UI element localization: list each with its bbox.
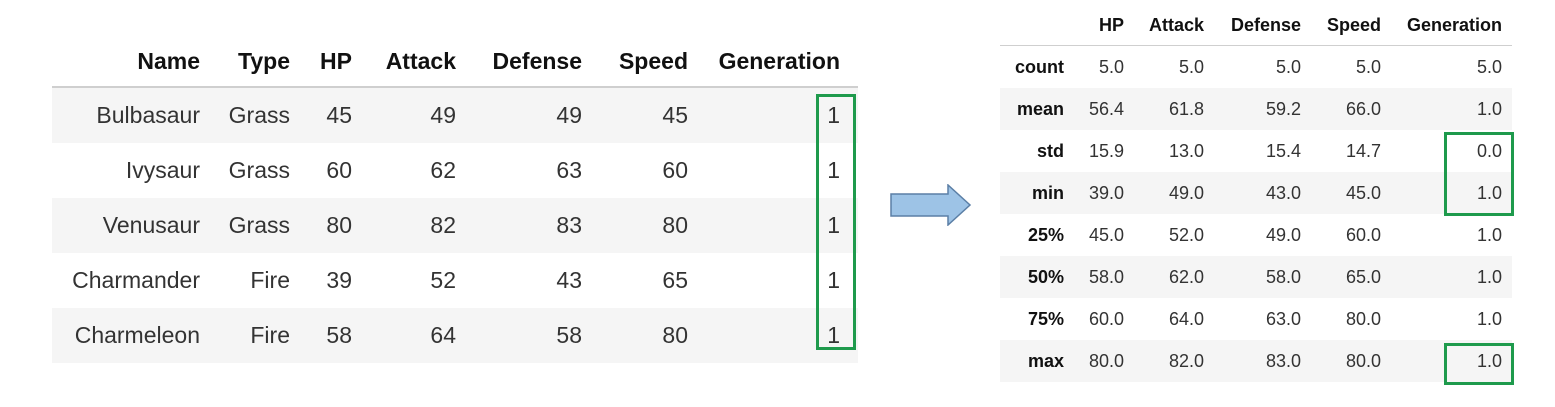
table-row [52, 88, 858, 143]
cell-speed: 65.0 [1345, 266, 1381, 287]
cell-defense: 43 [556, 267, 582, 293]
cell-generation: 0.0 [1476, 140, 1502, 161]
table-row [1000, 298, 1512, 340]
cell-speed: 80.0 [1345, 308, 1381, 329]
cell-generation: 1.0 [1476, 350, 1502, 371]
table-row [1000, 130, 1512, 172]
cell-speed: 80 [662, 322, 688, 348]
cell-defense: 63.0 [1265, 308, 1301, 329]
cell-name: Bulbasaur [96, 102, 200, 128]
cell-name: Charmeleon [74, 322, 200, 348]
cell-attack: 82.0 [1168, 350, 1204, 371]
cell-attack: 52.0 [1168, 224, 1204, 245]
cell-hp: 39.0 [1088, 182, 1124, 203]
table-header-row [52, 36, 858, 88]
cell-speed: 5.0 [1355, 56, 1381, 77]
right-arrow-icon [890, 184, 972, 226]
table-row [52, 308, 858, 363]
cell-hp: 45 [326, 102, 352, 128]
row-index: 25% [1027, 224, 1064, 245]
cell-attack: 52 [430, 267, 456, 293]
column-header-type: Type [238, 47, 290, 74]
column-header-attack: Attack [1148, 14, 1204, 35]
cell-generation: 1.0 [1476, 182, 1502, 203]
cell-generation: 1.0 [1476, 98, 1502, 119]
cell-defense: 15.4 [1265, 140, 1301, 161]
column-header-hp: HP [320, 47, 352, 74]
cell-defense: 59.2 [1265, 98, 1301, 119]
row-index: max [1027, 350, 1064, 371]
column-header-name: Name [137, 47, 200, 74]
cell-defense: 43.0 [1265, 182, 1301, 203]
cell-hp: 5.0 [1098, 56, 1124, 77]
cell-generation: 1 [827, 322, 840, 348]
column-header-defense: Defense [492, 47, 582, 74]
cell-defense: 49 [556, 102, 582, 128]
cell-speed: 60 [662, 157, 688, 183]
cell-generation: 1.0 [1476, 224, 1502, 245]
cell-name: Charmander [72, 267, 200, 293]
cell-name: Venusaur [102, 212, 200, 238]
cell-hp: 80.0 [1088, 350, 1124, 371]
cell-generation: 1.0 [1476, 266, 1502, 287]
column-header-speed: Speed [618, 47, 688, 74]
cell-attack: 5.0 [1178, 56, 1204, 77]
cell-speed: 45 [662, 102, 688, 128]
cell-type: Fire [250, 322, 290, 348]
cell-name: Ivysaur [125, 157, 200, 183]
table-row [1000, 340, 1512, 382]
row-index: min [1031, 182, 1064, 203]
table-row [52, 143, 858, 198]
column-header-generation: Generation [718, 47, 840, 74]
row-index: std [1037, 140, 1064, 161]
cell-attack: 64 [430, 322, 456, 348]
table-row [52, 253, 858, 308]
cell-type: Grass [228, 157, 290, 183]
cell-type: Grass [228, 102, 290, 128]
row-index: mean [1016, 98, 1064, 119]
describe-output-panel [985, 0, 1525, 407]
table-row [1000, 214, 1512, 256]
table-row [1000, 46, 1512, 88]
cell-speed: 14.7 [1345, 140, 1381, 161]
cell-hp: 15.9 [1088, 140, 1124, 161]
cell-generation: 5.0 [1476, 56, 1502, 77]
cell-generation: 1 [827, 212, 840, 238]
row-index: count [1015, 56, 1064, 77]
cell-attack: 62.0 [1168, 266, 1204, 287]
describe-table [1000, 5, 1512, 382]
row-index: 75% [1027, 308, 1064, 329]
cell-hp: 56.4 [1088, 98, 1124, 119]
cell-defense: 58 [556, 322, 582, 348]
cell-defense: 83 [556, 212, 582, 238]
cell-hp: 45.0 [1088, 224, 1124, 245]
cell-defense: 58.0 [1265, 266, 1301, 287]
cell-type: Grass [228, 212, 290, 238]
cell-hp: 58 [326, 322, 352, 348]
cell-speed: 66.0 [1345, 98, 1381, 119]
cell-attack: 62 [430, 157, 456, 183]
column-header-speed: Speed [1326, 14, 1381, 35]
cell-type: Fire [250, 267, 290, 293]
cell-defense: 63 [556, 157, 582, 183]
table-row [1000, 256, 1512, 298]
cell-attack: 64.0 [1168, 308, 1204, 329]
cell-generation: 1 [827, 102, 840, 128]
table-header-row [1000, 5, 1512, 46]
cell-attack: 61.8 [1168, 98, 1204, 119]
cell-defense: 83.0 [1265, 350, 1301, 371]
cell-generation: 1 [827, 267, 840, 293]
cell-hp: 58.0 [1088, 266, 1124, 287]
cell-generation: 1 [827, 157, 840, 183]
cell-hp: 60.0 [1088, 308, 1124, 329]
column-header-attack: Attack [385, 47, 456, 74]
cell-speed: 65 [662, 267, 688, 293]
row-index: 50% [1027, 266, 1064, 287]
source-dataframe-table [52, 36, 858, 363]
column-header-hp: HP [1098, 14, 1124, 35]
cell-attack: 49.0 [1168, 182, 1204, 203]
column-header-defense: Defense [1230, 14, 1301, 35]
cell-attack: 13.0 [1168, 140, 1204, 161]
column-header-generation: Generation [1406, 14, 1502, 35]
table-row [1000, 88, 1512, 130]
table-row [1000, 172, 1512, 214]
cell-attack: 82 [430, 212, 456, 238]
cell-speed: 80.0 [1345, 350, 1381, 371]
cell-hp: 39 [326, 267, 352, 293]
cell-speed: 60.0 [1345, 224, 1381, 245]
cell-speed: 80 [662, 212, 688, 238]
cell-generation: 1.0 [1476, 308, 1502, 329]
cell-speed: 45.0 [1345, 182, 1381, 203]
cell-hp: 80 [326, 212, 352, 238]
table-row [52, 198, 858, 253]
cell-defense: 5.0 [1275, 56, 1301, 77]
cell-attack: 49 [430, 102, 456, 128]
cell-defense: 49.0 [1265, 224, 1301, 245]
cell-hp: 60 [326, 157, 352, 183]
